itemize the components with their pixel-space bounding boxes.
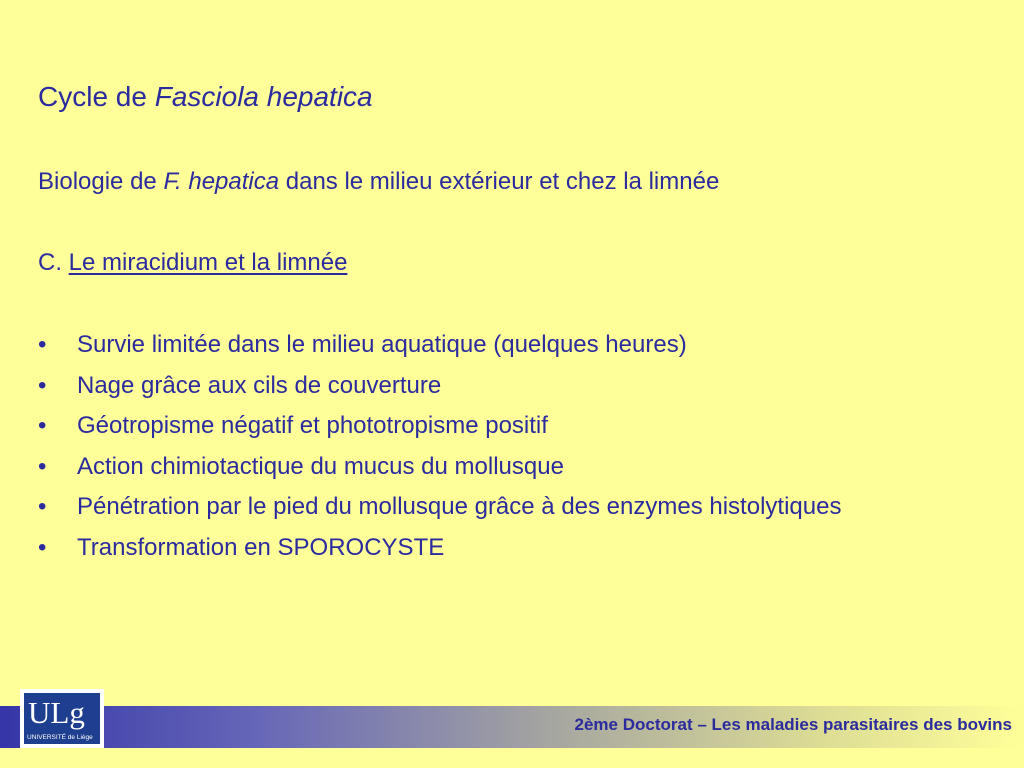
footer-text: 2ème Doctorat – Les maladies parasitaires des bovins [574,715,1012,734]
subtitle-species: F. hepatica [163,168,280,195]
slide-subtitle [38,167,719,197]
bullet-icon: • [38,331,47,358]
bullet-text: Géotropisme négatif et phototropisme positif [77,412,548,439]
university-logo [20,689,104,748]
logo-caption: UNIVERSITÉ de Liège [27,734,93,741]
section-letter: C. [38,249,69,276]
bullet-item [38,330,841,371]
title-prefix: Cycle de [38,81,155,112]
bullet-icon: • [38,371,47,399]
subtitle-prefix: Biologie de [38,168,164,195]
subtitle-suffix: dans le milieu extérieur et chez la limnée [279,168,720,195]
bullet-icon: • [38,412,47,439]
logo-background [24,693,100,744]
bullet-text: Survie limitée dans le milieu aquatique (quelques heures) [77,331,687,358]
bullet-item [38,533,841,574]
bullet-text: Action chimiotactique du mucus du mollusque [77,452,564,480]
bullet-list [38,330,841,573]
bullet-item [38,492,841,533]
bullet-icon: • [38,493,47,520]
bullet-text: Nage grâce aux cils de couverture [77,371,442,399]
section-title: Le miracidium et la limnée [68,249,348,276]
bullet-icon: • [38,452,47,480]
bullet-item [38,371,841,412]
logo-letters: ULg [28,695,85,730]
title-species: Fasciola hepatica [154,81,373,112]
slide-title [38,80,373,114]
section-heading [38,248,347,278]
bullet-text: Transformation en SPOROCYSTE [77,533,445,561]
bullet-item [38,411,841,452]
bullet-icon: • [38,533,47,561]
bullet-text: Pénétration par le pied du mollusque grâce à des enzymes histolytiques [77,493,842,520]
bullet-item [38,452,841,493]
